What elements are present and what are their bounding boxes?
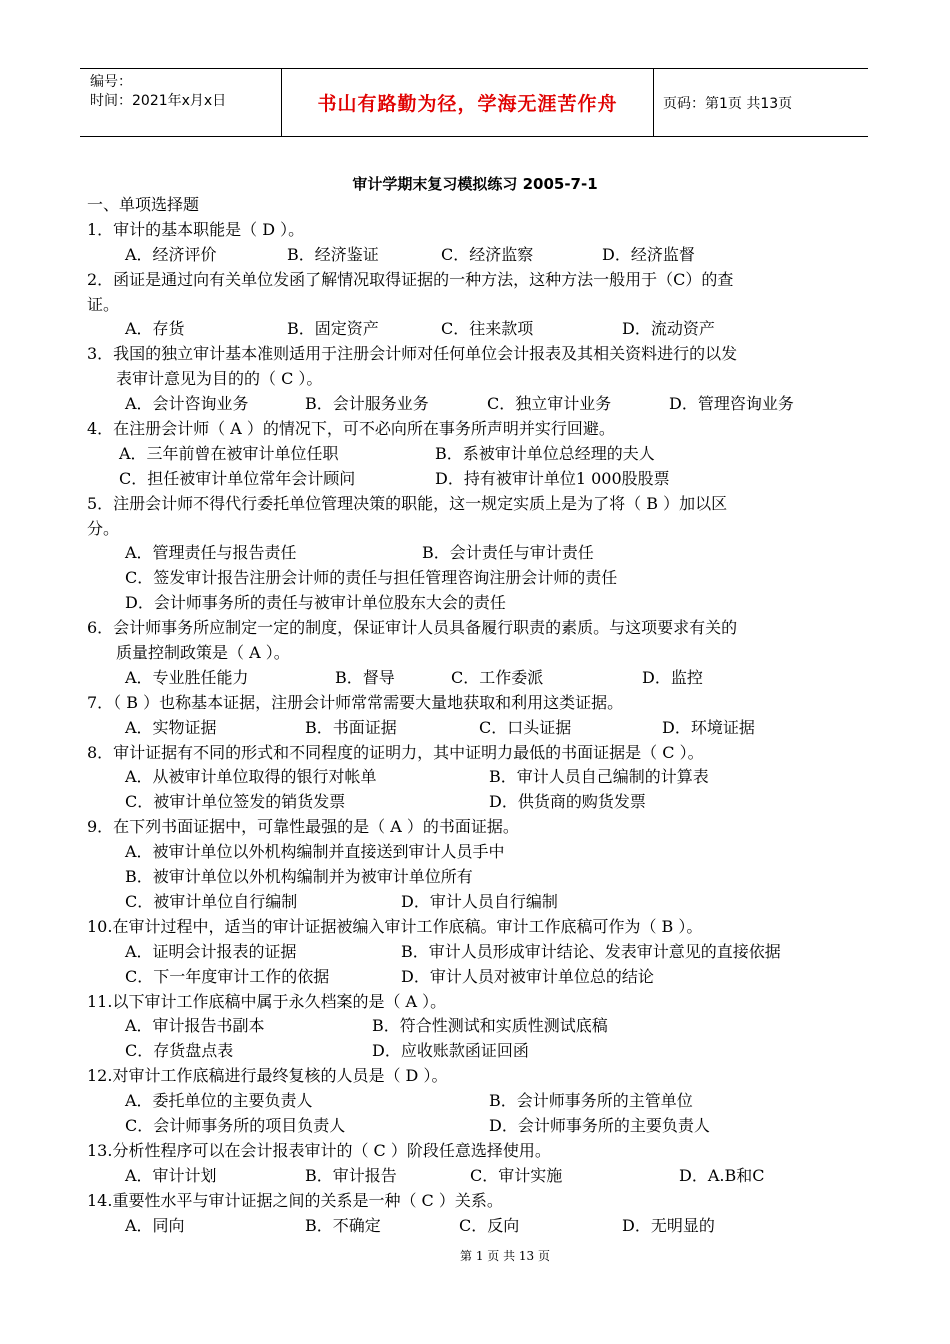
option-a: A．从被审计单位取得的银行对帐单 — [125, 767, 377, 787]
question-13: 13.分析性程序可以在会计报表审计的（ C ）阶段任意选择使用。 — [87, 1140, 551, 1160]
option-c: C．被审计单位自行编制 — [125, 891, 298, 911]
option-c: C．经济监察 — [441, 244, 534, 264]
option-b: B．会计责任与审计责任 — [422, 543, 594, 563]
question-5: 5．注册会计师不得代行委托单位管理决策的职能，这一规定实质上是为了将（ B ）加以区 — [87, 493, 728, 513]
option-a: A．三年前曾在被审计单位任职 — [119, 443, 339, 463]
option-d: D．管理咨询业务 — [669, 394, 794, 414]
option-c: C．会计师事务所的项目负责人 — [125, 1115, 346, 1135]
options-11-row2 — [87, 1039, 867, 1064]
question-3: 3．我国的独立审计基本准则适用于注册会计师对任何单位会计报表及其相关资料进行的以发 — [87, 344, 738, 364]
question-4: 4．在注册会计师（ A ）的情况下，可不必向所在事务所声明并实行回避。 — [87, 419, 615, 439]
option-b: B．会计师事务所的主管单位 — [489, 1091, 693, 1111]
options-8-row1 — [87, 765, 867, 790]
code-label: 编号： — [90, 74, 132, 90]
option-d: D．经济监督 — [602, 244, 695, 264]
options-11-row1 — [87, 1014, 867, 1039]
option-b: B．被审计单位以外机构编制并为被审计单位所有 — [125, 867, 473, 887]
option-a: A．会计咨询业务 — [125, 394, 249, 414]
options-1 — [87, 243, 867, 268]
header-table — [80, 68, 868, 137]
options-5-row2 — [87, 566, 867, 591]
option-b: B．审计人员自己编制的计算表 — [489, 767, 709, 787]
motto: 书山有路勤为径，学海无涯苦作舟 — [282, 69, 654, 136]
options-5-row3 — [87, 591, 867, 616]
option-b: B．会计服务业务 — [305, 394, 429, 414]
option-c: C．反向 — [459, 1215, 520, 1235]
option-a: A．同向 — [125, 1215, 185, 1235]
option-d: D．持有被审计单位1 000股股票 — [435, 468, 670, 488]
option-c: C．签发审计报告注册会计师的责任与担任管理咨询注册会计师的责任 — [125, 568, 618, 588]
option-b: B．经济鉴证 — [287, 244, 379, 264]
option-a: A．实物证据 — [125, 717, 217, 737]
option-c: C．审计实施 — [470, 1165, 563, 1185]
option-c: C．被审计单位签发的销货发票 — [125, 792, 346, 812]
question-1: 1．审计的基本职能是（ D ）。 — [87, 219, 305, 239]
options-9-row1 — [87, 840, 867, 865]
question-6: 6．会计师事务所应制定一定的制度，保证审计人员具备履行职责的素质。与这项要求有关的 — [87, 618, 738, 638]
options-14 — [87, 1214, 867, 1239]
option-a: A．经济评价 — [125, 244, 217, 264]
question-12: 12.对审计工作底稿进行最终复核的人员是（ D ）。 — [87, 1066, 448, 1086]
options-12-row2 — [87, 1114, 867, 1139]
option-c: C．下一年度审计工作的依据 — [125, 966, 330, 986]
options-10-row2 — [87, 965, 867, 990]
question-2: 2．函证是通过向有关单位发函了解情况取得证据的一种方法，这种方法一般用于（C）的查 — [87, 269, 734, 289]
question-14: 14.重要性水平与审计证据之间的关系是一种（ C ）关系。 — [87, 1190, 503, 1210]
options-13 — [87, 1164, 867, 1189]
option-a: A．存货 — [125, 319, 185, 339]
option-b: B．系被审计单位总经理的夫人 — [435, 443, 655, 463]
options-12-row1 — [87, 1089, 867, 1114]
option-a: A．专业胜任能力 — [125, 667, 249, 687]
options-10-row1 — [87, 940, 867, 965]
option-b: B．不确定 — [305, 1215, 381, 1235]
option-d: D．应收账款函证回函 — [372, 1041, 529, 1061]
option-d: D．无明显的 — [622, 1215, 715, 1235]
option-b: B．督导 — [335, 667, 395, 687]
question-7: 7．（ B ）也称基本证据，注册会计师常常需要大量地获取和利用这类证据。 — [87, 692, 624, 712]
question-5-cont: 分。 — [87, 518, 120, 538]
options-4-row2 — [87, 467, 867, 492]
option-d: D．会计师事务所的责任与被审计单位股东大会的责任 — [125, 593, 506, 613]
option-c: C．存货盘点表 — [125, 1041, 234, 1061]
option-b: B．审计人员形成审计结论、发表审计意见的直接依据 — [401, 941, 781, 961]
option-a: A．被审计单位以外机构编制并直接送到审计人员手中 — [125, 842, 505, 862]
section-heading: 一、单项选择题 — [87, 195, 200, 214]
options-8-row2 — [87, 790, 867, 815]
option-c: C．独立审计业务 — [487, 394, 612, 414]
options-3 — [87, 392, 867, 417]
page-label: 页码：第1页 共13页 — [663, 95, 793, 112]
option-d: D．审计人员对被审计单位总的结论 — [401, 966, 654, 986]
options-6 — [87, 666, 867, 691]
option-d: D．A.B和C — [679, 1165, 765, 1185]
time-label: 时间：2021年x月x日 — [90, 93, 227, 109]
page-footer: 第 1 页 共 13 页 — [460, 1249, 550, 1263]
option-d: D．审计人员自行编制 — [401, 891, 558, 911]
option-d: D．供货商的购货发票 — [489, 792, 646, 812]
options-4-row1 — [87, 442, 867, 467]
question-11: 11.以下审计工作底稿中属于永久档案的是（ A ）。 — [87, 991, 447, 1011]
option-b: B．固定资产 — [287, 319, 379, 339]
option-d: D．流动资产 — [622, 319, 715, 339]
question-9: 9．在下列书面证据中，可靠性最强的是（ A ）的书面证据。 — [87, 817, 519, 837]
option-b: B．符合性测试和实质性测试底稿 — [372, 1016, 608, 1036]
question-list — [87, 193, 867, 1238]
option-c: C．往来款项 — [441, 319, 534, 339]
question-6-cont: 质量控制政策是（ A ）。 — [116, 643, 290, 663]
header-info-cell — [80, 69, 282, 136]
option-d: D．监控 — [642, 667, 703, 687]
document-title: 审计学期末复习模拟练习 2005-7-1 — [352, 175, 598, 193]
options-2 — [87, 317, 867, 342]
option-a: A．审计计划 — [125, 1165, 217, 1185]
question-10: 10.在审计过程中，适当的审计证据被编入审计工作底稿。审计工作底稿可作为（ B ）。 — [87, 916, 703, 936]
option-c: C．担任被审计单位常年会计顾问 — [119, 468, 356, 488]
options-7 — [87, 716, 867, 741]
option-a: A．审计报告书副本 — [125, 1016, 265, 1036]
option-a: A．证明会计报表的证据 — [125, 941, 297, 961]
options-9-row2 — [87, 865, 867, 890]
option-d: D．环境证据 — [662, 717, 755, 737]
option-c: C．工作委派 — [451, 667, 544, 687]
option-a: A．委托单位的主要负责人 — [125, 1091, 313, 1111]
option-b: B．书面证据 — [305, 717, 397, 737]
option-d: D．会计师事务所的主要负责人 — [489, 1115, 710, 1135]
question-3-cont: 表审计意见为目的的（ C ）。 — [116, 369, 323, 389]
options-9-row3 — [87, 890, 867, 915]
option-c: C．口头证据 — [479, 717, 572, 737]
options-5-row1 — [87, 541, 867, 566]
option-a: A．管理责任与报告责任 — [125, 543, 297, 563]
question-8: 8．审计证据有不同的形式和不同程度的证明力，其中证明力最低的书面证据是（ C ）。 — [87, 742, 704, 762]
question-2-cont: 证。 — [87, 294, 120, 314]
option-b: B．审计报告 — [305, 1165, 397, 1185]
